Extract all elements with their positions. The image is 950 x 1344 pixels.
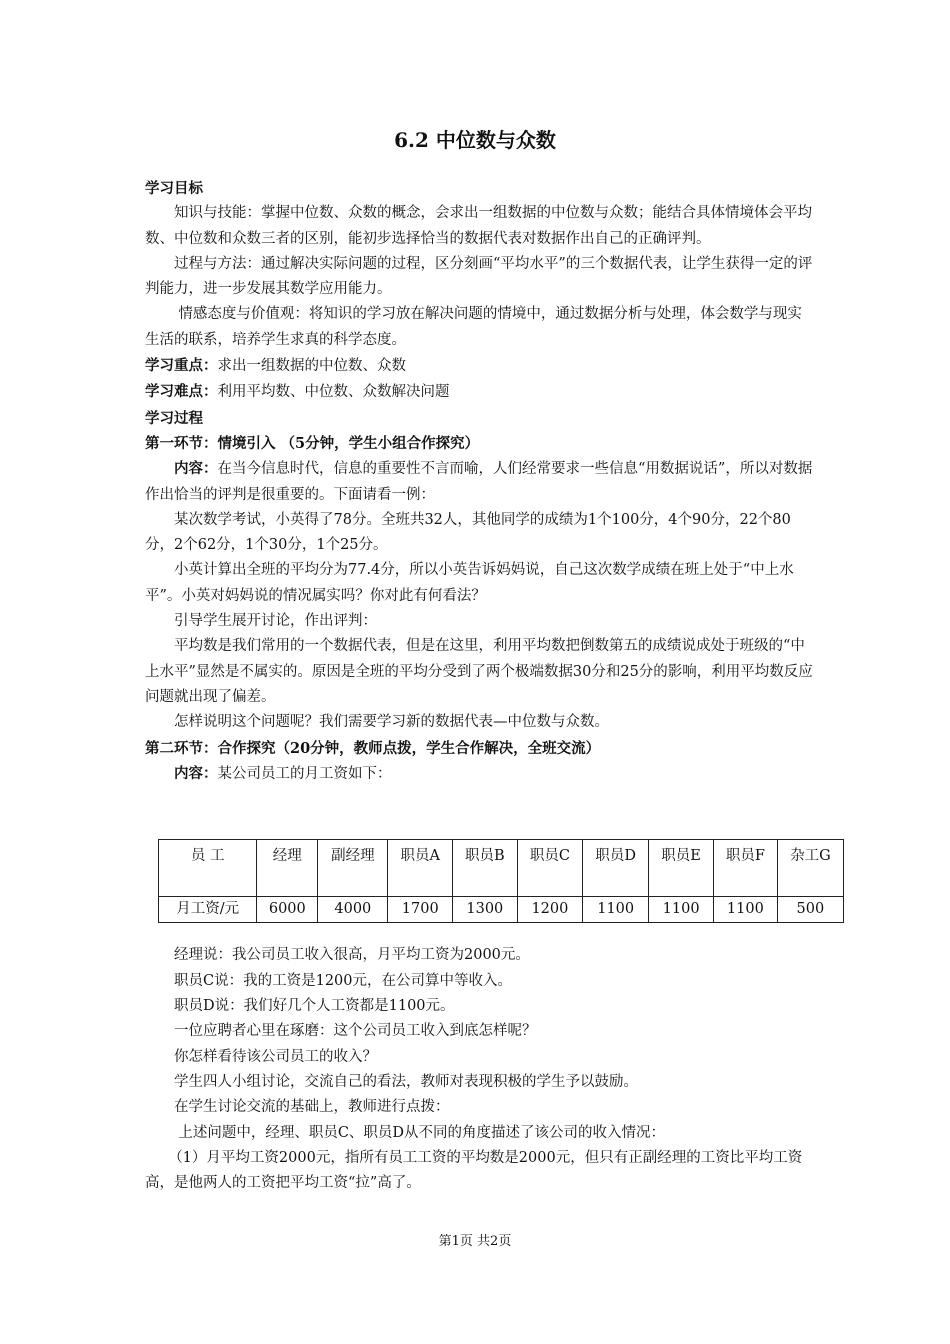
list-item: 经理说：我公司员工收入很高，月平均工资为2000元。 <box>174 947 530 964</box>
table-row <box>159 897 844 923</box>
list-item: 一位应聘者心里在琢磨：这个公司员工收入到底怎样呢？ <box>174 1023 537 1040</box>
table-cell: 职员C <box>517 840 582 897</box>
step1-content-label: 内容： <box>174 460 218 478</box>
difficulty-label: 学习难点： <box>145 383 218 401</box>
list-item: 职员C说：我的工资是1200元，在公司算中等收入。 <box>174 972 512 989</box>
guide-text: 引导学生展开讨论，作出评判： <box>174 613 377 630</box>
table-cell: 职员E <box>649 840 714 897</box>
step1-content <box>145 456 815 508</box>
salary-table <box>158 839 844 923</box>
question-text: 小英计算出全班的平均分为77.4分，所以小英告诉妈妈说，自己这次数学成绩在班上处于“中上水平”。小英对妈妈说的情况属实吗？你对此有何看法？ <box>145 562 794 604</box>
difficulty-point <box>145 379 815 405</box>
difficulty-text: 利用平均数、中位数、众数解决问题 <box>217 384 450 401</box>
table-cell: 1100 <box>583 897 649 923</box>
table-cell: 职员A <box>388 840 452 897</box>
example-text: 某次数学考试，小英得了78分。全班共32人，其他同学的成绩为1个100分，4个90分，22个80分，2个62分，1个30分，1个25分。 <box>145 511 791 554</box>
table-cell: 杂工G <box>777 840 843 897</box>
step2-content <box>145 761 815 787</box>
page-footer: 第1页 共2页 <box>438 1234 512 1249</box>
document-body <box>145 176 831 1196</box>
key-point <box>145 353 815 379</box>
spacer <box>145 787 815 839</box>
list-item: 职员D说：我们好几个人工资都是1100元。 <box>174 998 455 1015</box>
step2-content-text: 某公司员工的月工资如下： <box>217 765 392 782</box>
step2-heading: 第二环节：合作探究（20分钟，教师点拨，学生合作解决，全班交流） <box>145 739 601 757</box>
table-cell: 4000 <box>318 897 388 923</box>
goals-heading: 学习目标 <box>145 180 203 197</box>
point-1: （1）月平均工资2000元，指所有员工工资的平均数是2000元，但只有正副经理的工资比平均工资高，是他两人的工资把平均工资“拉”高了。 <box>145 1149 803 1192</box>
table-cell: 1100 <box>649 897 714 923</box>
page-title: 6.2 中位数与众数 <box>394 128 556 152</box>
key-point-text: 求出一组数据的中位数、众数 <box>217 358 406 375</box>
table-cell: 月工资/元 <box>159 897 257 923</box>
step2-content-label: 内容： <box>174 764 218 782</box>
table-cell: 500 <box>777 897 843 923</box>
table-header-row <box>159 840 844 897</box>
list-item: 你怎样看待该公司员工的收入？ <box>174 1048 377 1065</box>
table-cell: 1200 <box>517 897 582 923</box>
table-cell: 经理 <box>257 840 318 897</box>
table-cell: 职员F <box>713 840 777 897</box>
table-cell: 6000 <box>257 897 318 923</box>
key-point-label: 学习重点： <box>145 357 218 375</box>
step1-content-text: 在当今信息时代，信息的重要性不言而喻，人们经常要求一些信息“用数据说话”，所以对数据作出恰当的评判是很重要的。下面请看一例： <box>145 461 813 503</box>
analysis-text: 平均数是我们常用的一个数据代表，但是在这里，利用平均数把倒数第五的成绩说成处于班级的“中上水平”显然是不属实的。原因是全班的平均分受到了两个极端数据30分和25分的影响，利用平均数反应问题就出现了偏差。 <box>145 638 813 705</box>
step1-heading: 第一环节：情境引入 （5分钟，学生小组合作探究） <box>145 434 480 452</box>
table-cell: 副经理 <box>318 840 388 897</box>
table-cell: 1700 <box>388 897 452 923</box>
transition-text: 怎样说明这个问题呢？我们需要学习新的数据代表—中位数与众数。 <box>174 714 609 731</box>
table-cell: 职员D <box>583 840 649 897</box>
table-cell: 职员B <box>452 840 517 897</box>
list-item: 学生四人小组讨论，交流自己的看法，教师对表现积极的学生予以鼓励。 <box>174 1073 638 1090</box>
table-cell: 1300 <box>452 897 517 923</box>
table-cell: 1100 <box>713 897 777 923</box>
summary-intro: 上述问题中，经理、职员C、职员D从不同的角度描述了该公司的收入情况： <box>178 1124 666 1141</box>
goal-knowledge: 知识与技能：掌握中位数、众数的概念，会求出一组数据的中位数与众数；能结合具体情境体会平均数、中位数和众数三者的区别，能初步选择恰当的数据代表对数据作出自己的正确评判。 <box>145 205 812 247</box>
goal-emotion: 情感态度与价值观：将知识的学习放在解决问题的情境中，通过数据分析与处理，体会数学与现实生活的联系，培养学生求真的科学态度。 <box>145 306 802 348</box>
goal-process: 过程与方法：通过解决实际问题的过程，区分刻画“平均水平”的三个数据代表，让学生获得一定的评判能力，进一步发展其数学应用能力。 <box>145 255 813 298</box>
process-heading: 学习过程 <box>145 409 203 427</box>
table-cell: 员 工 <box>159 840 257 897</box>
discussion-block <box>145 943 815 1196</box>
list-item: 在学生讨论交流的基础上，教师进行点拨： <box>174 1099 450 1116</box>
